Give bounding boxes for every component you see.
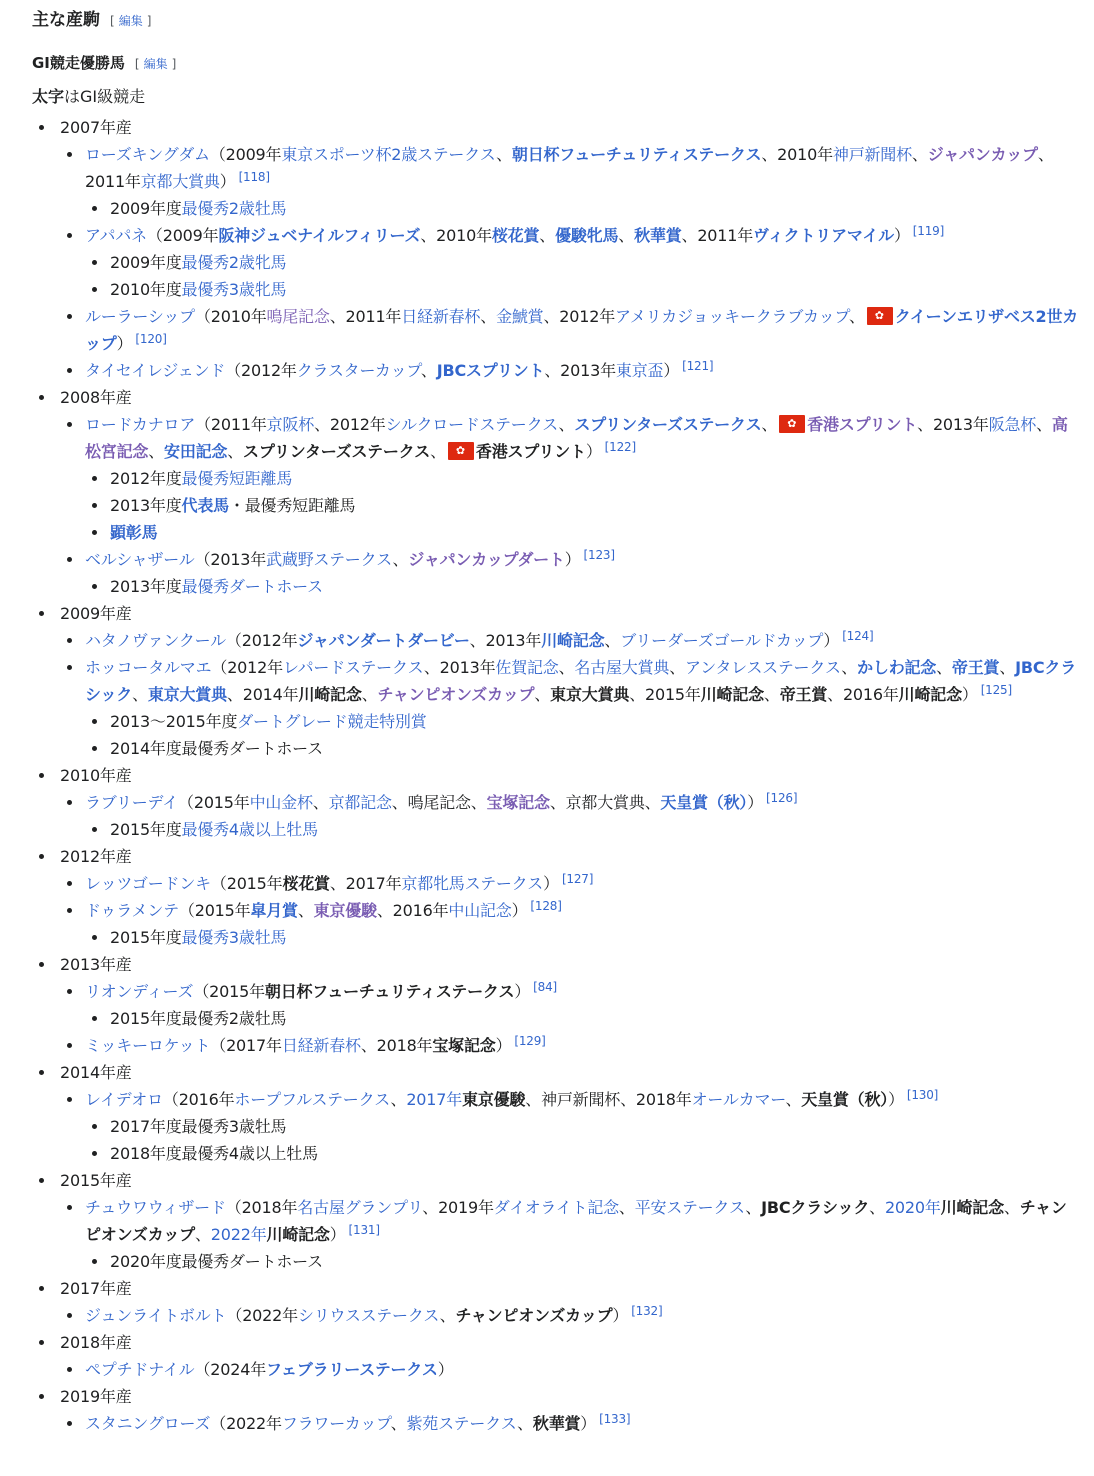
hong-kong-flag-icon (867, 307, 893, 325)
year-group: 2010年産 ラブリーデイ（2015年中山金杯、京都記念、鳴尾記念、宝塚記念、京都大賞典、天皇賞（秋）） [126] 2015年度最優秀4歳以上牡馬 (32, 762, 1082, 843)
footnote-ref[interactable]: [127] (561, 872, 594, 886)
horse-link[interactable]: ラブリーデイ (85, 793, 179, 812)
list-item: ラブリーデイ（2015年中山金杯、京都記念、鳴尾記念、宝塚記念、京都大賞典、天皇賞（秋）） [126] 2015年度最優秀4歳以上牡馬 (60, 789, 1082, 843)
footnote-ref[interactable]: [119] (912, 224, 945, 238)
footnote-ref[interactable]: [122] (604, 440, 636, 454)
horse-link[interactable]: ローズキングダム (85, 145, 210, 164)
year-group: 2012年産 レッツゴードンキ（2015年桜花賞、2017年京都牝馬ステークス） [127] ドゥラメンテ（2015年皐月賞、東京優駿、2016年中山記念） [128] 2015年度最優秀3歳牡馬 (32, 843, 1082, 951)
list-item: ミッキーロケット（2017年日経新春杯、2018年宝塚記念） [129] (60, 1032, 1082, 1059)
section-edit-link[interactable]: [ 編集 ] (110, 14, 152, 28)
horse-link[interactable]: リオンディーズ (85, 982, 194, 1001)
list-item: ローズキングダム（2009年東京スポーツ杯2歳ステークス、朝日杯フューチュリティステークス、2010年神戸新聞杯、ジャパンカップ、2011年京都大賞典） [118] 2009年度最優秀2歳牡馬 (60, 141, 1082, 222)
horse-link[interactable]: ドゥラメンテ (85, 901, 179, 920)
subsection-heading: GI競走優勝馬 [ 編集 ] (32, 54, 177, 72)
year-group: 2015年産 チュウワウィザード（2018年名古屋グランプリ、2019年ダイオライト記念、平安ステークス、JBCクラシック、2020年川崎記念、チャンピオンズカップ、2022年川崎記念） [131] 2020年度最優秀ダートホース (32, 1167, 1082, 1275)
year-group: 2007年産 ローズキングダム（2009年東京スポーツ杯2歳ステークス、朝日杯フューチュリティステークス、2010年神戸新聞杯、ジャパンカップ、2011年京都大賞典） [118] 2009年度最優秀2歳牡馬 アパパネ（2009年阪神ジュベナイルフィリーズ、2010年桜花賞、優駿牝馬、秋華賞、2011年ヴィクトリアマイル） [119] 2009年度最優秀2歳牝馬 2010年度最優秀3歳牝馬 ルーラーシップ（2010年鳴尾記念、2011年日経新春杯、金鯱賞、2012年アメリカジョッキークラブカップ、✿ クイーンエリザベス2世カップ） [120] タイセイレジェンド（2012年クラスターカップ、JBCスプリント、2013年東京盃） [121] (32, 114, 1082, 384)
list-item: レッツゴードンキ（2015年桜花賞、2017年京都牝馬ステークス） [127] (60, 870, 1082, 897)
horse-link[interactable]: チュウワウィザード (85, 1198, 226, 1217)
list-item: ホッコータルマエ（2012年レパードステークス、2013年佐賀記念、名古屋大賞典、アンタレスステークス、かしわ記念、帝王賞、JBCクラシック、東京大賞典、2014年川崎記念、チャンピオンズカップ、東京大賞典、2015年川崎記念、帝王賞、2016年川崎記念） [125] 2013～2015年度ダートグレード競走特別賞 2014年度最優秀ダートホース (60, 654, 1082, 762)
horse-link[interactable]: レイデオロ (85, 1090, 163, 1109)
footnote-ref[interactable]: [124] (842, 629, 874, 643)
list-item: チュウワウィザード（2018年名古屋グランプリ、2019年ダイオライト記念、平安ステークス、JBCクラシック、2020年川崎記念、チャンピオンズカップ、2022年川崎記念） [131] 2020年度最優秀ダートホース (60, 1194, 1082, 1275)
hong-kong-flag-icon (779, 415, 805, 433)
horse-link[interactable]: ジュンライトボルト (85, 1306, 227, 1325)
horse-link[interactable]: スタニングローズ (85, 1414, 211, 1433)
year-group: 2014年産 レイデオロ（2016年ホープフルステークス、2017年東京優駿、神戸新聞杯、2018年オールカマー、天皇賞（秋）） [130] 2017年度最優秀3歳牡馬 2018年度最優秀4歳以上牡馬 (32, 1059, 1082, 1167)
list-item: ルーラーシップ（2010年鳴尾記念、2011年日経新春杯、金鯱賞、2012年アメリカジョッキークラブカップ、✿ クイーンエリザベス2世カップ） [120] (60, 303, 1082, 357)
horse-link[interactable]: タイセイレジェンド (85, 361, 226, 380)
subsection-edit-link[interactable]: [ 編集 ] (134, 57, 177, 71)
list-item: ロードカナロア（2011年京阪杯、2012年シルクロードステークス、スプリンターズステークス、✿ 香港スプリント、2013年阪急杯、高松宮記念、安田記念、スプリンターズステークス、✿ 香港スプリント） [122] 2012年度最優秀短距離馬 2013年度代表馬・最優秀短距離馬 顕彰馬 (60, 411, 1082, 546)
list-item: ペプチドナイル（2024年フェブラリーステークス） (60, 1356, 1082, 1383)
horse-link[interactable]: ルーラーシップ (85, 307, 195, 326)
horse-link[interactable]: ロードカナロア (85, 415, 196, 434)
list-item: リオンディーズ（2015年朝日杯フューチュリティステークス） [84] 2015年度最優秀2歳牡馬 (60, 978, 1082, 1032)
footnote-ref[interactable]: [120] (135, 332, 167, 346)
horse-link[interactable]: ミッキーロケット (85, 1036, 211, 1055)
horse-link[interactable]: ペプチドナイル (85, 1360, 195, 1379)
hong-kong-flag-icon (448, 442, 474, 460)
list-item: スタニングローズ（2022年フラワーカップ、紫苑ステークス、秋華賞） [133] (60, 1410, 1082, 1437)
year-group: 2019年産 スタニングローズ（2022年フラワーカップ、紫苑ステークス、秋華賞） [133] (32, 1383, 1082, 1437)
footnote-ref[interactable]: [128] (530, 899, 562, 913)
list-item: アパパネ（2009年阪神ジュベナイルフィリーズ、2010年桜花賞、優駿牝馬、秋華賞、2011年ヴィクトリアマイル） [119] 2009年度最優秀2歳牝馬 2010年度最優秀3歳牝馬 (60, 222, 1082, 303)
list-item: レイデオロ（2016年ホープフルステークス、2017年東京優駿、神戸新聞杯、2018年オールカマー、天皇賞（秋）） [130] 2017年度最優秀3歳牡馬 2018年度最優秀4歳以上牡馬 (60, 1086, 1082, 1167)
year-group: 2009年産 ハタノヴァンクール（2012年ジャパンダートダービー、2013年川崎記念、ブリーダーズゴールドカップ） [124] ホッコータルマエ（2012年レパードステークス、2013年佐賀記念、名古屋大賞典、アンタレスステークス、かしわ記念、帝王賞、JBCクラシック、東京大賞典、2014年川崎記念、チャンピオンズカップ、東京大賞典、2015年川崎記念、帝王賞、2016年川崎記念） [125] 2013～2015年度ダートグレード競走特別賞 2014年度最優秀ダートホース (32, 600, 1082, 762)
horse-link[interactable]: ホッコータルマエ (85, 658, 212, 677)
list-item: ハタノヴァンクール（2012年ジャパンダートダービー、2013年川崎記念、ブリーダーズゴールドカップ） [124] (60, 627, 1082, 654)
footnote-ref[interactable]: [129] (514, 1034, 546, 1048)
year-group: 2013年産 リオンディーズ（2015年朝日杯フューチュリティステークス） [84] 2015年度最優秀2歳牡馬 ミッキーロケット（2017年日経新春杯、2018年宝塚記念） [129] (32, 951, 1082, 1059)
legend-note: 太字はGI級競走 (32, 87, 146, 106)
horse-link[interactable]: レッツゴードンキ (85, 874, 211, 893)
year-group: 2017年産 ジュンライトボルト（2022年シリウスステークス、チャンピオンズカップ） [132] (32, 1275, 1082, 1329)
footnote-ref[interactable]: [118] (238, 170, 270, 184)
footnote-ref[interactable]: [121] (682, 359, 714, 373)
section-heading: 主な産駒 [ 編集 ] (32, 10, 152, 30)
footnote-ref[interactable]: [123] (583, 548, 615, 562)
footnote-ref[interactable]: [126] (766, 791, 798, 805)
year-group: 2018年産 ペプチドナイル（2024年フェブラリーステークス） (32, 1329, 1082, 1383)
footnote-ref[interactable]: [84] (533, 980, 558, 994)
horse-link[interactable]: ベルシャザール (85, 550, 195, 569)
list-item: ベルシャザール（2013年武蔵野ステークス、ジャパンカップダート） [123] 2013年度最優秀ダートホース (60, 546, 1082, 600)
list-item: ドゥラメンテ（2015年皐月賞、東京優駿、2016年中山記念） [128] 2015年度最優秀3歳牡馬 (60, 897, 1082, 951)
footnote-ref[interactable]: [133] (599, 1412, 631, 1426)
footnote-ref[interactable]: [132] (631, 1304, 663, 1318)
footnote-ref[interactable]: [130] (906, 1088, 939, 1102)
offspring-list (32, 114, 1082, 1437)
list-item: タイセイレジェンド（2012年クラスターカップ、JBCスプリント、2013年東京盃） [121] (60, 357, 1082, 384)
list-item: ジュンライトボルト（2022年シリウスステークス、チャンピオンズカップ） [132] (60, 1302, 1082, 1329)
horse-link[interactable]: ハタノヴァンクール (85, 631, 226, 650)
footnote-ref[interactable]: [131] (348, 1223, 380, 1237)
horse-link[interactable]: アパパネ (85, 226, 147, 245)
footnote-ref[interactable]: [125] (980, 683, 1012, 697)
year-group: 2008年産 ロードカナロア（2011年京阪杯、2012年シルクロードステークス、スプリンターズステークス、✿ 香港スプリント、2013年阪急杯、高松宮記念、安田記念、スプリンターズステークス、✿ 香港スプリント） [122] 2012年度最優秀短距離馬 2013年度代表馬・最優秀短距離馬 顕彰馬 ベルシャザール（2013年武蔵野ステークス、ジャパンカップダート） [123] 2013年度最優秀ダートホース (32, 384, 1082, 600)
